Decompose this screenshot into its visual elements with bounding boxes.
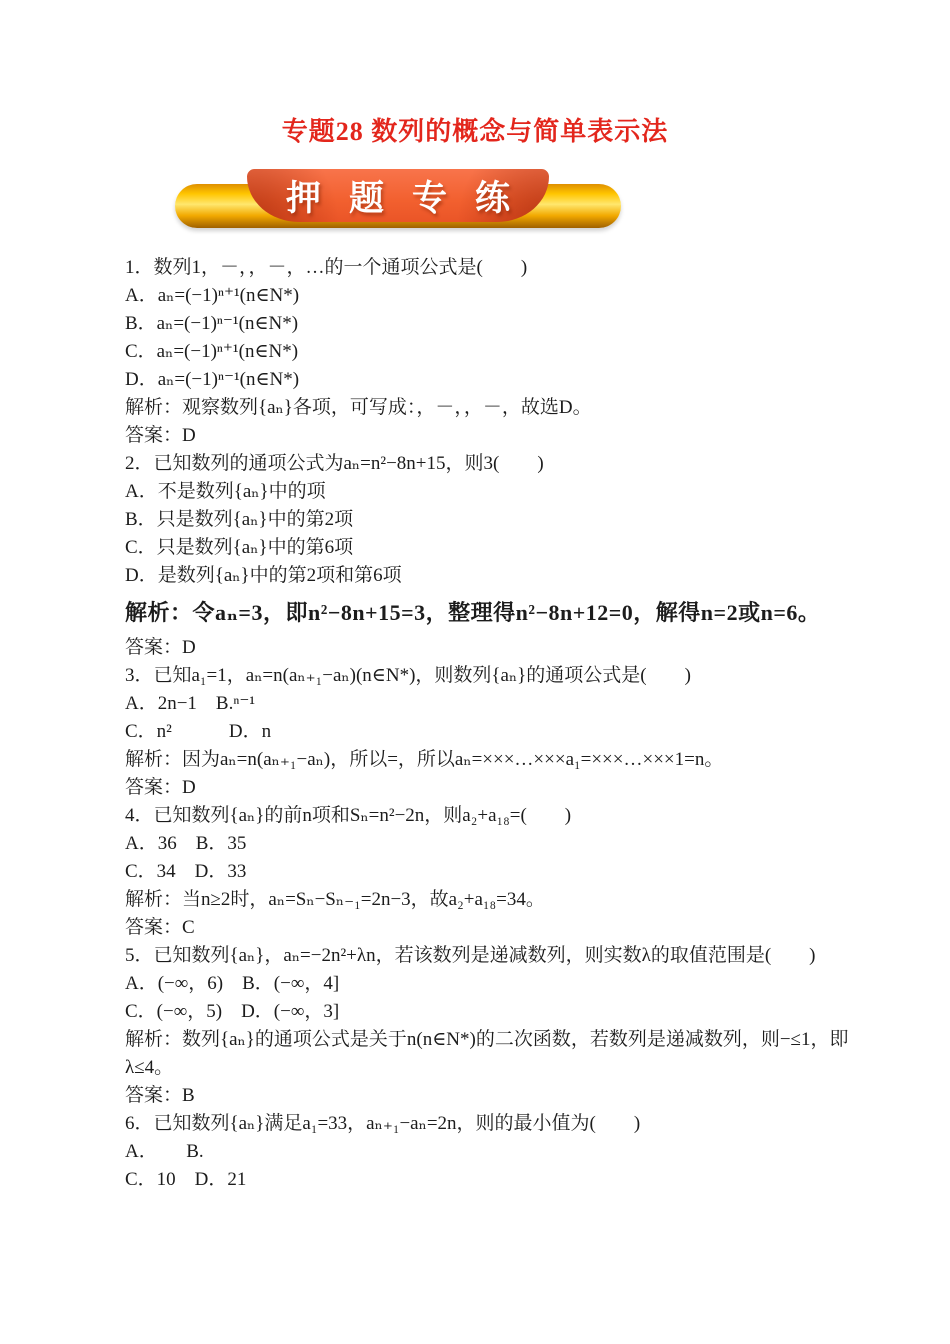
q4-analysis: 解析：当n≥2时，aₙ=Sₙ−Sₙ₋₁=2n−3，故a₂+a₁₈=34。: [125, 889, 545, 910]
worksheet-content: [125, 254, 930, 1194]
q2-option-b: B．只是数列{aₙ}中的第2项: [125, 509, 354, 530]
q3-analysis: 解析：因为aₙ=n(aₙ₊₁−aₙ)，所以=，所以aₙ=×××…×××a₁=×××…×××1=n。: [125, 749, 724, 770]
q1-answer: 答案：D: [125, 425, 196, 446]
q1-analysis: 解析：观察数列{aₙ}各项，可写成：，－，，－，故选D。: [125, 397, 592, 418]
q1-stem: 1．数列1，－，，－，…的一个通项公式是( ): [125, 257, 528, 278]
q3-options-cd: C．n² D．n: [125, 721, 272, 742]
q5-options-cd: C．(−∞，5) D．(−∞，3]: [125, 1001, 340, 1022]
q5-analysis-line2: λ≤4。: [125, 1057, 174, 1078]
q3-answer: 答案：D: [125, 777, 196, 798]
q3-options-ab: A．2n−1 B.ⁿ⁻¹: [125, 693, 256, 714]
q4-options-cd: C．34 D．33: [125, 861, 247, 882]
q4-stem: 4．已知数列{aₙ}的前n项和Sₙ=n²−2n，则a₂+a₁₈=( ): [125, 805, 572, 826]
q1-option-d: D．aₙ=(−1)ⁿ⁻¹(n∈N*): [125, 369, 300, 390]
q6-options-ab: A． B.: [125, 1141, 204, 1162]
q2-analysis: 解析：令aₙ=3，即n²−8n+15=3，整理得n²−8n+12=0，解得n=2或n=6。: [125, 600, 821, 625]
q4-options-ab: A．36 B．35: [125, 833, 247, 854]
banner-ribbon: [247, 169, 549, 222]
q5-stem: 5．已知数列{aₙ}，aₙ=−2n²+λn，若该数列是递减数列，则实数λ的取值范围是( ): [125, 945, 816, 966]
q5-options-ab: A．(−∞，6) B．(−∞，4]: [125, 973, 340, 994]
q6-options-cd: C．10 D．21: [125, 1169, 247, 1190]
q6-stem: 6．已知数列{aₙ}满足a₁=33，aₙ₊₁−aₙ=2n，则的最小值为( ): [125, 1113, 641, 1134]
q1-option-a: A．aₙ=(−1)ⁿ⁺¹(n∈N*): [125, 285, 300, 306]
q2-option-d: D．是数列{aₙ}中的第2项和第6项: [125, 565, 402, 586]
q5-answer: 答案：B: [125, 1085, 195, 1106]
q2-stem: 2．已知数列的通项公式为aₙ=n²−8n+15，则3( ): [125, 453, 544, 474]
banner: [175, 168, 621, 228]
q1-option-b: B．aₙ=(−1)ⁿ⁻¹(n∈N*): [125, 313, 299, 334]
q1-option-c: C．aₙ=(−1)ⁿ⁺¹(n∈N*): [125, 341, 299, 362]
q2-answer: 答案：D: [125, 637, 196, 658]
q5-analysis-line1: 解析：数列{aₙ}的通项公式是关于n(n∈N*)的二次函数，若数列是递减数列，则−≤1，即: [125, 1029, 849, 1050]
q2-option-c: C．只是数列{aₙ}中的第6项: [125, 537, 354, 558]
q3-stem: 3．已知a₁=1，aₙ=n(aₙ₊₁−aₙ)(n∈N*)，则数列{aₙ}的通项公式是( ): [125, 665, 691, 686]
page-title: 专题28 数列的概念与简单表示法: [281, 117, 669, 146]
banner-label: 押题专练: [285, 178, 538, 218]
q4-answer: 答案：C: [125, 917, 195, 938]
q2-option-a: A．不是数列{aₙ}中的项: [125, 481, 326, 502]
